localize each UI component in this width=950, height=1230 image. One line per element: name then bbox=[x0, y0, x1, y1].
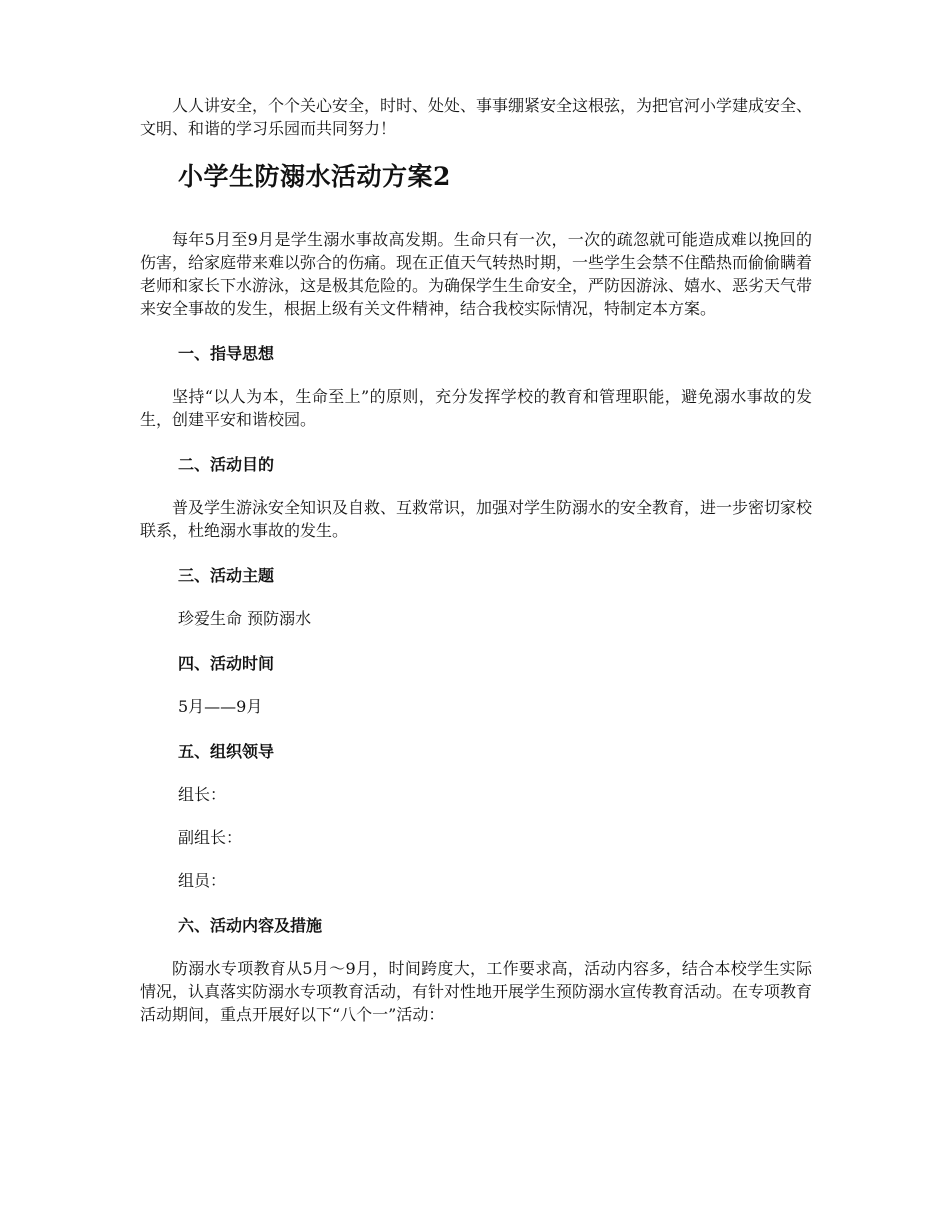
document-title: 小学生防溺水活动方案2 bbox=[178, 162, 451, 191]
section-heading-leadership: 五、组织领导 bbox=[178, 742, 275, 761]
section-heading-time: 四、活动时间 bbox=[178, 654, 275, 673]
intro-paragraph: 每年5月至9月是学生溺水事故高发期。生命只有一次，一次的疏忽就可能造成难以挽回的伤害，给家庭带来难以弥合的伤痛。现在正值天气转热时期，一些学生会禁不住酷热而偷偷瞒着老师和家长下水游泳，这是极其危险的。为确保学生生命安全，严防因游泳、嬉水、恶劣天气带来安全事故的发生，根据上级有关文件精神，结合我校实际情况，特制定本方案。 bbox=[140, 230, 813, 318]
section-body-content: 防溺水专项教育从5月～9月，时间跨度大，工作要求高，活动内容多，结合本校学生实际情况，认真落实防溺水专项教育活动，有针对性地开展学生预防溺水宣传教育活动。在专项教育活动期间，重点开展好以下“八个一”活动： bbox=[140, 959, 813, 1024]
leadership-deputy: 副组长： bbox=[178, 828, 243, 847]
section-body-guiding: 坚持“以人为本，生命至上”的原则，充分发挥学校的教育和管理职能，避免溺水事故的发生，创建平安和谐校园。 bbox=[140, 387, 812, 429]
leadership-leader: 组长： bbox=[178, 785, 227, 804]
section-body-theme: 珍爱生命 预防溺水 bbox=[178, 609, 312, 628]
section-heading-theme: 三、活动主题 bbox=[178, 566, 275, 585]
section-heading-guiding: 一、指导思想 bbox=[178, 344, 275, 363]
leadership-members: 组员： bbox=[178, 871, 227, 890]
section-body-time: 5月——9月 bbox=[178, 697, 263, 716]
section-body-purpose: 普及学生游泳安全知识及自救、互救常识，加强对学生防溺水的安全教育，进一步密切家校联系，杜绝溺水事故的发生。 bbox=[140, 498, 813, 540]
section-heading-purpose: 二、活动目的 bbox=[178, 455, 275, 474]
document-page bbox=[140, 94, 812, 1026]
closing-paragraph: 人人讲安全，个个关心安全，时时、处处、事事绷紧安全这根弦，为把官河小学建成安全、文明、和谐的学习乐园而共同努力！ bbox=[140, 96, 813, 138]
section-heading-content: 六、活动内容及措施 bbox=[178, 916, 323, 935]
